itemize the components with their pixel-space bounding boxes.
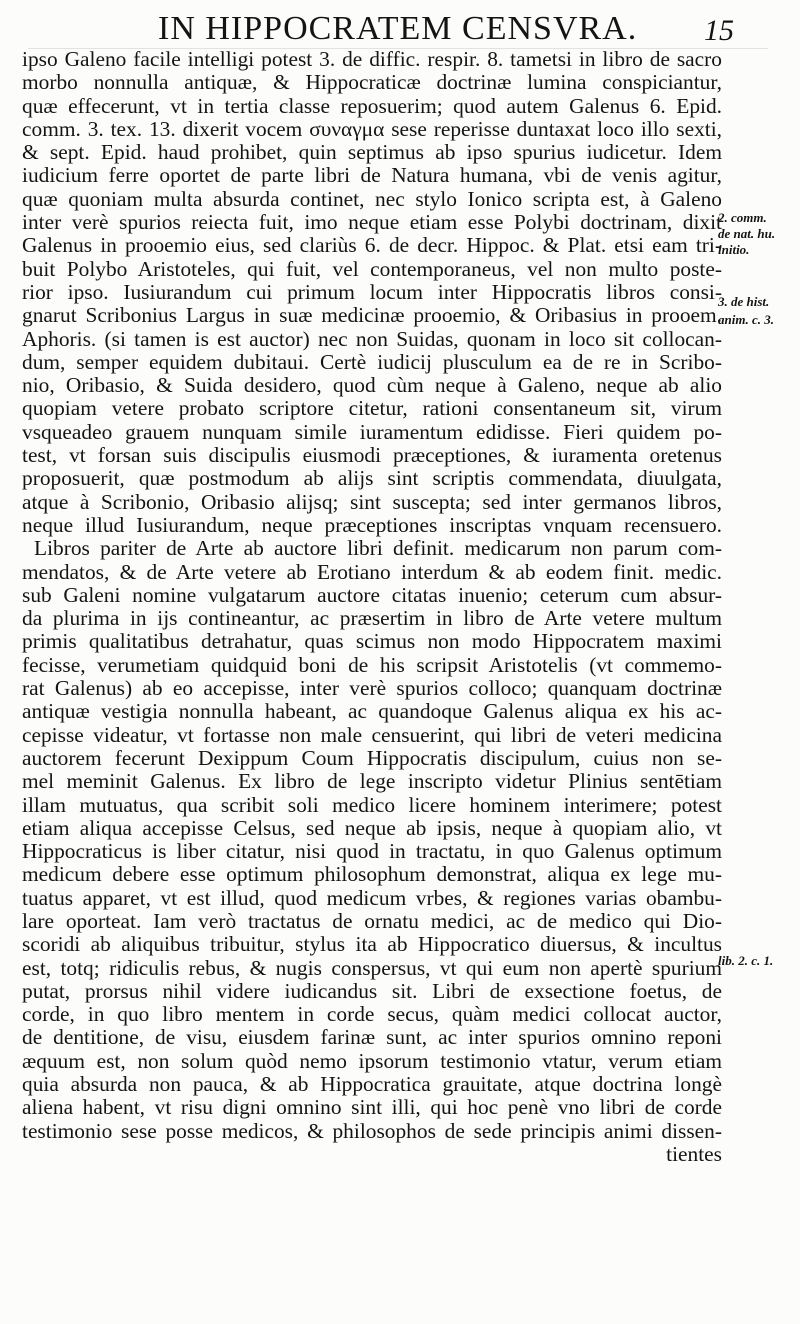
text-line: buit Polybo Aristoteles, qui fuit, vel contemporaneus, vel non multo poste- [22,257,722,281]
text-line: vsqueadeo grauem nunquam simile iuramentum edidisse. Fieri quidem po- [22,420,722,444]
text-line: nio, Oribasio, & Suida desidero, quod cùm neque à Galeno, neque ab alio [22,374,722,398]
text-line: quæ quoniam multa absurda continet, nec stylo Ionico scripta est, à Galeno [22,187,722,211]
running-head [28,4,768,49]
text-line: lare oporteat. Iam verò tractatus de ornatu medici, ac de medico qui Dio- [22,909,722,933]
text-line: mel meminit Galenus. Ex libro de lege inscripto videtur Plinius sentētiam [22,770,722,794]
text-line: morbo nonnulla antiquæ, & Hippocraticæ doctrinæ lumina conspiciantur, [22,71,722,95]
text-line: quia absurda non pauca, & ab Hippocratica grauitate, atque doctrina longè [22,1073,722,1097]
text-line: & sept. Epid. haud prohibet, quin septimus ab ipso spurius iudicetur. Idem [22,141,722,165]
text-line: proposuerit, quæ postmodum ab alijs sint scriptis commendata, diuulgata, [22,467,722,491]
text-line: est, totq; ridiculis rebus, & nugis conspersus, vt qui eum non apertè spurium [22,956,722,980]
text-line: medicum debere esse optimum philosophum demonstrat, aliqua ex lege mu- [22,863,722,887]
text-line: scoridi ab aliquibus tribuitur, stylus ita ab Hippocratico diuersus, & incultus [22,933,722,957]
margin-note: 3. de hist. [718,294,770,309]
text-line: atque à Scribonio, Oribasio alijsq; sint suscepta; sed inter germanos libros, [22,490,722,514]
text-line: Aphoris. (si tamen is est auctor) nec non Suidas, quonam in loco sit collocan- [22,327,722,351]
text-line: quopiam vetere probato scriptore citetur, rationi consentaneum sit, virum [22,397,722,421]
margin-note: lib. 2. c. 1. [718,953,774,968]
catchword: tientes [666,1142,722,1166]
text-line: sub Galeni nomine vulgatarum auctore citatas inuenio; ceterum cum absur- [22,583,722,607]
text-line: ipso Galeno facile intelligi potest 3. de diffic. respir. 8. tametsi in libro de sacro [22,48,722,71]
text-line: corde, in quo libro mentem in corde secus, quàm medici collocat auctor, [22,1003,722,1027]
text-line: dum, semper equidem dubitaui. Certè iudicij plusculum ea de re in Scribo- [22,350,722,374]
text-line: etiam aliqua accepisse Celsus, sed neque ab ipsis, neque à quopiam alio, vt [22,816,722,840]
text-line: de dentitione, de visu, eiusdem farinæ sunt, ac inter spurios omnino reponi [22,1026,722,1050]
text-line: neque illud Iusiurandum, neque præceptiones inscriptas vnquam recensuero. [22,513,722,537]
text-line: Hippocraticus is liber citatur, nisi quod in tractatu, in quo Galenus optimum [22,840,722,864]
text-line: iudicium ferre oportet de parte libri de Natura humana, vbi de venis agitur, [22,164,722,188]
text-line: mendatos, & de Arte vetere ab Erotiano interdum & ab eodem finit. medic. [22,560,722,584]
text-line: aliena habent, vt risu digni omnino sint illi, qui hoc penè vno libri de corde [22,1096,722,1120]
text-line: primis qualitatibus detrahatur, quas scimus non modo Hippocratem maximi [22,630,722,654]
text-line: inter verè spurios reiecta fuit, imo neque etiam esse Polybi doctrinam, dixit [22,211,722,235]
paragraph-start-line: Libros pariter de Arte ab auctore libri definit. medicarum non parum com- [34,537,722,561]
text-line: antiquæ vestigia nonnulla habeant, ac quandoque Galenus aliqua ex his ac- [22,700,722,724]
text-line: rior ipso. Iusiurandum cui primum locum inter Hippocratis libros consi- [22,280,722,304]
text-line: da plurima in ijs contineantur, ac præsertim in libro de Arte vetere multum [22,607,722,631]
text-line: comm. 3. tex. 13. dixerit vocem συναγμα sese reperisse duntaxat loco illo sexti, [22,117,722,141]
text-line: gnarut Scribonius Largus in suæ medicinæ prooemio, & Oribasius in prooem. [22,304,722,328]
text-line: æquum est, non solum quòd nemo ipsorum testimonio vtatur, verum etiam [22,1049,722,1073]
page-number: 15 [704,14,734,47]
text-line: putat, prorsus nihil videre iudicandus sit. Libri de exsectione foetus, de [22,979,722,1003]
text-line: quæ effecerunt, vt in tertia classe reposuerim; quod autem Galenus 6. Epid. [22,94,722,118]
text-line: testimonio sese posse medicos, & philosophos de sede principis animi dissen- [22,1119,722,1143]
text-line: test, vt forsan suis discipulis eiusmodi præceptiones, & iuramenta oretenus [22,444,722,468]
text-line: fecisse, verumetiam quidquid boni de his scripsit Aristotelis (vt commemo- [22,653,722,677]
page-title: IN HIPPOCRATEM CENSVRA. [158,10,638,47]
margin-note: anim. c. 3. [718,312,774,327]
text-line: rat Galenus) ab eo accepisse, inter verè spurios colloco; quanquam doctrinæ [22,677,722,701]
body-text [22,48,722,1166]
margin-note: initio. [718,242,750,257]
text-line: Galenus in prooemio eius, sed clariùs 6. de decr. Hippoc. & Plat. etsi eam tri- [22,234,722,258]
text-line: illam mutuatus, qua scribit soli medico licere hominem interimere; potest [22,793,722,817]
margin-note: 2. comm. [718,210,767,225]
text-line: tuatus apparet, vt est illud, quod medicum vrbes, & regiones varias obambu- [22,886,722,910]
text-line: cepisse videatur, vt fortasse non male censuerint, qui libri de veteri medicina [22,723,722,747]
margin-note: de nat. hu. [718,226,776,241]
text-line: auctorem fecerunt Dexippum Coum Hippocratis discipulum, cuius non se- [22,746,722,770]
